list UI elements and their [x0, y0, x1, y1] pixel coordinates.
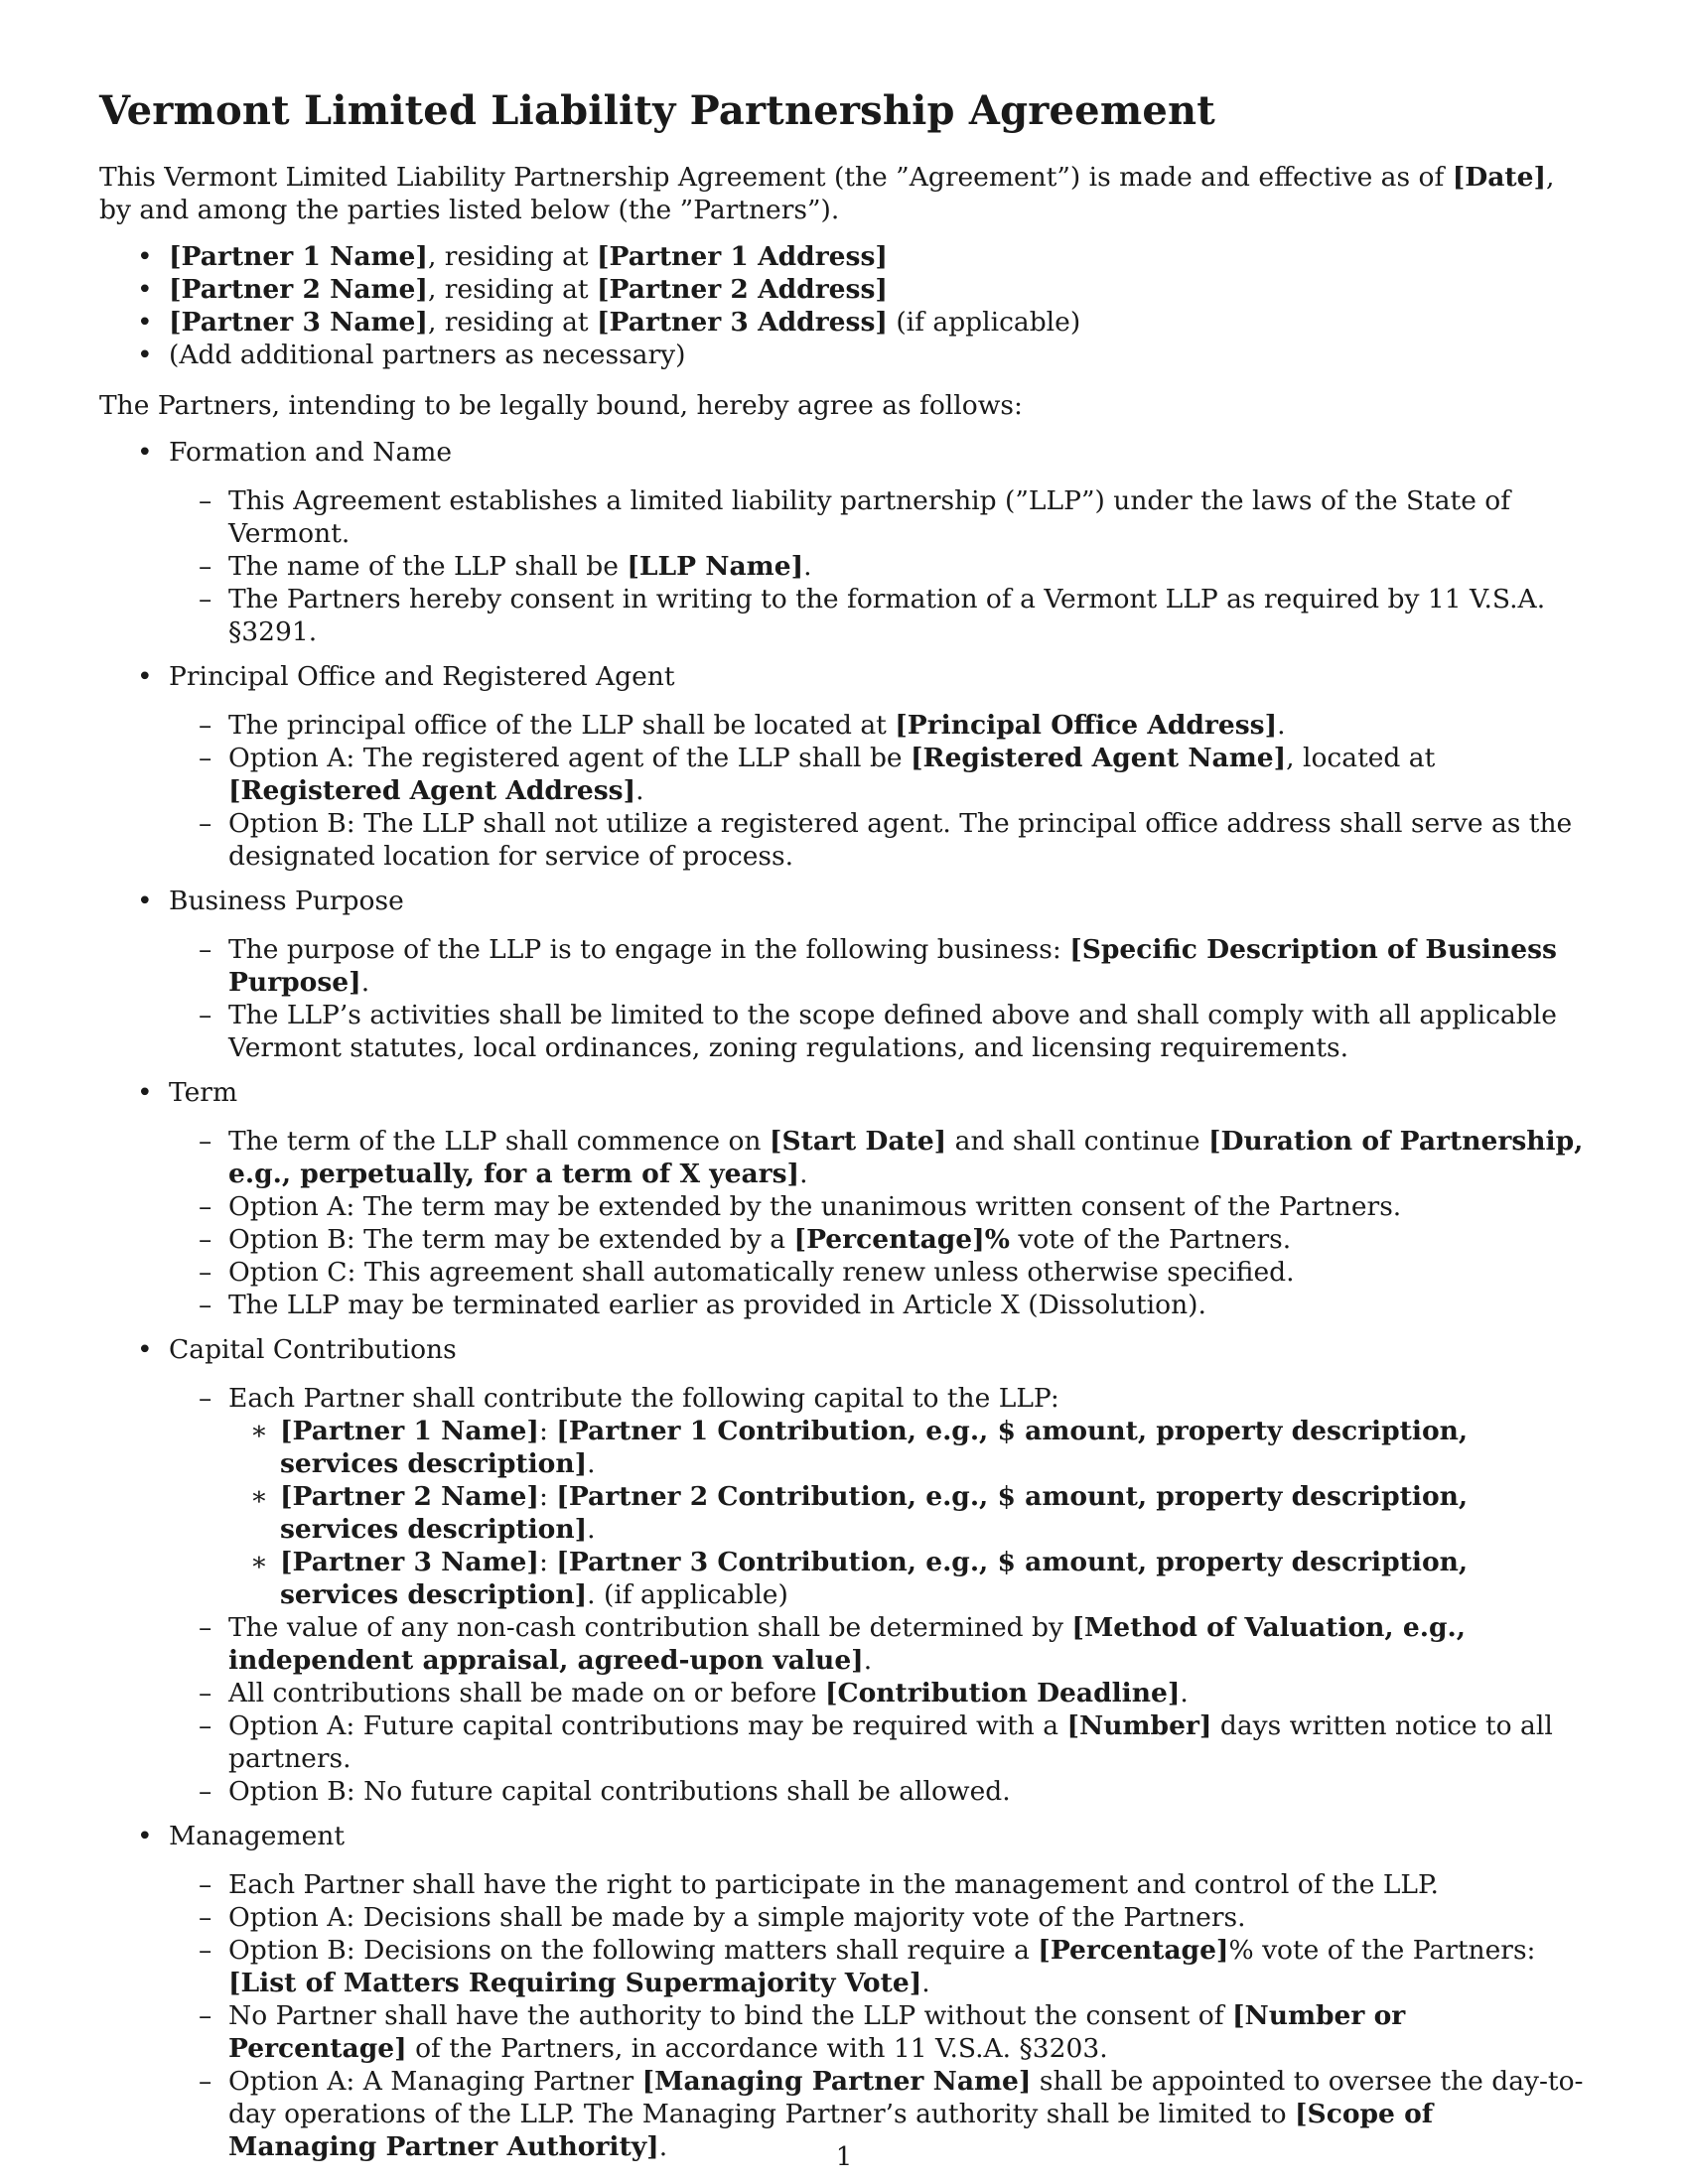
- section-item: [99, 660, 1589, 873]
- text-run: vote of the Partners.: [1009, 1224, 1292, 1255]
- text-run: shall be appointed to oversee the day-to-day operations of the LLP. The Managing Partner’s authority shall be limited to: [228, 2066, 1584, 2129]
- text-run: Option A: A Managing Partner: [228, 2066, 642, 2097]
- placeholder-field: [List of Matters Requiring Supermajority Vote]: [228, 1968, 922, 1998]
- placeholder-field: [Date]: [1452, 162, 1547, 193]
- text-run: Option B: Decisions on the following matters shall require a: [228, 1935, 1039, 1966]
- clause-item: [169, 1256, 1589, 1289]
- placeholder-field: [Partner 1 Contribution, e.g., $ amount, property description, services description]: [280, 1416, 1469, 1479]
- section-heading: • Principal Office and Registered Agent: [169, 661, 675, 692]
- section-item: [99, 436, 1589, 648]
- section-item: [99, 1333, 1589, 1808]
- text-run: , residing at: [427, 274, 597, 305]
- intro-paragraph: [99, 161, 1589, 226]
- section-item: [99, 1076, 1589, 1321]
- clause-item: [169, 1901, 1589, 1934]
- placeholder-field: [Partner 3 Contribution, e.g., $ amount, property description, services description]: [280, 1547, 1469, 1610]
- section-heading: • Business Purpose: [169, 886, 404, 916]
- section-heading: • Formation and Name: [169, 437, 453, 468]
- section-item: [99, 1820, 1589, 2163]
- text-run: Each Partner shall contribute the following capital to the LLP:: [228, 1383, 1059, 1414]
- text-run: (if applicable): [887, 307, 1081, 338]
- placeholder-field: [Partner 2 Contribution, e.g., $ amount, property description, services description]: [280, 1481, 1469, 1545]
- text-run: The LLP may be terminated earlier as provided in Article X (Dissolution).: [228, 1290, 1206, 1320]
- clause-item: [169, 1775, 1589, 1808]
- clause-item: [169, 1934, 1589, 1999]
- partner-item: [99, 240, 1589, 273]
- placeholder-field: [Partner 2 Name]: [169, 274, 428, 305]
- text-run: Option A: The term may be extended by the unanimous written consent of the Partners.: [228, 1191, 1402, 1222]
- clause-item: [169, 583, 1589, 648]
- placeholder-field: [Partner 1 Address]: [596, 241, 888, 272]
- text-run: .: [1180, 1678, 1189, 1708]
- placeholder-field: [Managing Partner Name]: [641, 2066, 1032, 2097]
- clause-item: [169, 742, 1589, 807]
- clause-item: [169, 1611, 1589, 1677]
- text-run: days written notice to all partners.: [228, 1710, 1553, 1774]
- clause-item: [169, 550, 1589, 583]
- placeholder-field: [LLP Name]: [627, 551, 804, 582]
- text-run: .: [863, 1645, 873, 1676]
- placeholder-field: [Number or Percentage]: [228, 2000, 1406, 2064]
- placeholder-field: [Registered Agent Address]: [228, 775, 636, 806]
- text-run: .: [799, 1159, 808, 1189]
- agreement-statement: The Partners, intending to be legally bound, hereby agree as follows:: [99, 390, 1023, 421]
- clause-list: [169, 1125, 1589, 1321]
- section-item: [99, 885, 1589, 1064]
- text-run: :: [538, 1416, 557, 1446]
- placeholder-field: [Partner 3 Name]: [280, 1547, 539, 1577]
- text-run: .: [803, 551, 812, 582]
- text-run: Each Partner shall have the right to participate in the management and control of the LLP.: [228, 1869, 1439, 1900]
- placeholder-field: [Partner 2 Name]: [280, 1481, 539, 1512]
- placeholder-field: [Percentage]%: [793, 1224, 1010, 1255]
- text-run: , residing at: [427, 307, 597, 338]
- text-run: .: [587, 1448, 596, 1479]
- text-run: .: [587, 1514, 596, 1545]
- text-run: .: [635, 775, 644, 806]
- placeholder-field: [Partner 3 Name]: [169, 307, 428, 338]
- clause-item: [169, 999, 1589, 1064]
- clause-item: [169, 1709, 1589, 1775]
- page-number: 1: [835, 2142, 853, 2172]
- text-run: This Vermont Limited Liability Partnership Agreement (the ”Agreement”) is made and effective as of: [99, 162, 1453, 193]
- clause-item: [169, 933, 1589, 999]
- clause-item: [169, 1999, 1589, 2065]
- section-heading: • Term: [169, 1077, 238, 1108]
- clause-item: [169, 807, 1589, 873]
- contribution-item: [228, 1480, 1589, 1546]
- placeholder-field: [Number]: [1066, 1710, 1212, 1741]
- section-heading: • Management: [169, 1821, 345, 1851]
- text-run: , located at: [1286, 743, 1436, 773]
- text-run: The name of the LLP shall be: [228, 551, 628, 582]
- text-run: The principal office of the LLP shall be located at: [228, 710, 896, 741]
- document-body: [99, 161, 1589, 2181]
- clause-item: [169, 1125, 1589, 1190]
- text-run: and shall continue: [946, 1126, 1208, 1157]
- partner-list: [99, 240, 1589, 371]
- clause-list: [169, 1382, 1589, 1808]
- clause-item: [169, 484, 1589, 550]
- contribution-item: [228, 1546, 1589, 1611]
- placeholder-field: [Method of Valuation, e.g., independent appraisal, agreed-upon value]: [228, 1612, 1466, 1676]
- text-run: The purpose of the LLP is to engage in the following business:: [228, 934, 1070, 965]
- placeholder-field: [Partner 1 Name]: [169, 241, 428, 272]
- text-run: :: [538, 1481, 557, 1512]
- text-run: Option B: The LLP shall not utilize a registered agent. The principal office address shall serve as the designated location for service of process.: [228, 808, 1573, 872]
- placeholder-field: [Start Date]: [769, 1126, 947, 1157]
- text-run: Option A: Decisions shall be made by a simple majority vote of the Partners.: [228, 1902, 1246, 1933]
- placeholder-field: [Partner 1 Name]: [280, 1416, 539, 1446]
- text-run: .: [1277, 710, 1286, 741]
- placeholder-field: [Specific Description of Business Purpose]: [228, 934, 1557, 998]
- text-run: % vote of the Partners:: [1228, 1935, 1536, 1966]
- partner-item: [99, 273, 1589, 306]
- section-list: [99, 436, 1589, 2163]
- text-run: :: [538, 1547, 557, 1577]
- placeholder-field: [Scope of Managing Partner Authority]: [228, 2099, 1434, 2162]
- clause-item: [169, 1382, 1589, 1611]
- contribution-item: [228, 1415, 1589, 1480]
- text-run: The value of any non-cash contribution shall be determined by: [228, 1612, 1072, 1643]
- text-run: , residing at: [427, 241, 597, 272]
- clause-list: [169, 709, 1589, 873]
- text-run: The LLP’s activities shall be limited to the scope defined above and shall comply with all applicable Vermont statutes, local ordinances, zoning regulations, and licensing requirements.: [228, 1000, 1557, 1063]
- placeholder-field: [Partner 2 Address]: [596, 274, 888, 305]
- placeholder-field: [Principal Office Address]: [895, 710, 1278, 741]
- text-run: Option A: Future capital contributions may be required with a: [228, 1710, 1067, 1741]
- section-heading: • Capital Contributions: [169, 1334, 457, 1365]
- clause-item: [169, 1223, 1589, 1256]
- text-run: of the Partners, in accordance with 11 V.S.A. §3203.: [406, 2033, 1108, 2064]
- text-run: .: [658, 2131, 668, 2162]
- text-run: All contributions shall be made on or before: [228, 1678, 825, 1708]
- clause-text: [228, 1382, 1589, 1415]
- clause-item: [169, 709, 1589, 742]
- clause-item: [169, 1289, 1589, 1321]
- text-run: . (if applicable): [587, 1579, 788, 1610]
- text-run: Option A: The registered agent of the LLP shall be: [228, 743, 912, 773]
- clause-item: [169, 1190, 1589, 1223]
- clause-item: [169, 1868, 1589, 1901]
- clause-list: [169, 933, 1589, 1064]
- document-title: Vermont Limited Liability Partnership Agreement: [99, 87, 1215, 134]
- contribution-list: [228, 1415, 1589, 1611]
- text-run: Option C: This agreement shall automatically renew unless otherwise specified.: [228, 1257, 1295, 1288]
- placeholder-field: [Partner 3 Address]: [596, 307, 888, 338]
- text-run: The Partners hereby consent in writing to the formation of a Vermont LLP as required by 11 V.S.A. §3291.: [228, 584, 1546, 647]
- text-run: Option B: The term may be extended by a: [228, 1224, 794, 1255]
- text-run: , by and among the parties listed below (the ”Partners”).: [99, 162, 1555, 225]
- text-run: The term of the LLP shall commence on: [228, 1126, 770, 1157]
- placeholder-field: [Registered Agent Name]: [911, 743, 1287, 773]
- text-run: .: [360, 967, 370, 998]
- placeholder-field: [Percentage]: [1038, 1935, 1229, 1966]
- text-run: This Agreement establishes a limited liability partnership (”LLP”) under the laws of the State of Vermont.: [228, 485, 1511, 549]
- placeholder-field: [Contribution Deadline]: [824, 1678, 1181, 1708]
- text-run: Option B: No future capital contributions shall be allowed.: [228, 1776, 1011, 1807]
- text-run: .: [921, 1968, 930, 1998]
- partner-item: [99, 339, 1589, 371]
- text-run: No Partner shall have the authority to bind the LLP without the consent of: [228, 2000, 1232, 2031]
- partner-item: [99, 306, 1589, 339]
- placeholder-field: [Duration of Partnership, e.g., perpetually, for a term of X years]: [228, 1126, 1584, 1189]
- clause-list: [169, 1868, 1589, 2163]
- clause-item: [169, 1677, 1589, 1709]
- clause-list: [169, 484, 1589, 648]
- text-run: (Add additional partners as necessary): [169, 340, 686, 370]
